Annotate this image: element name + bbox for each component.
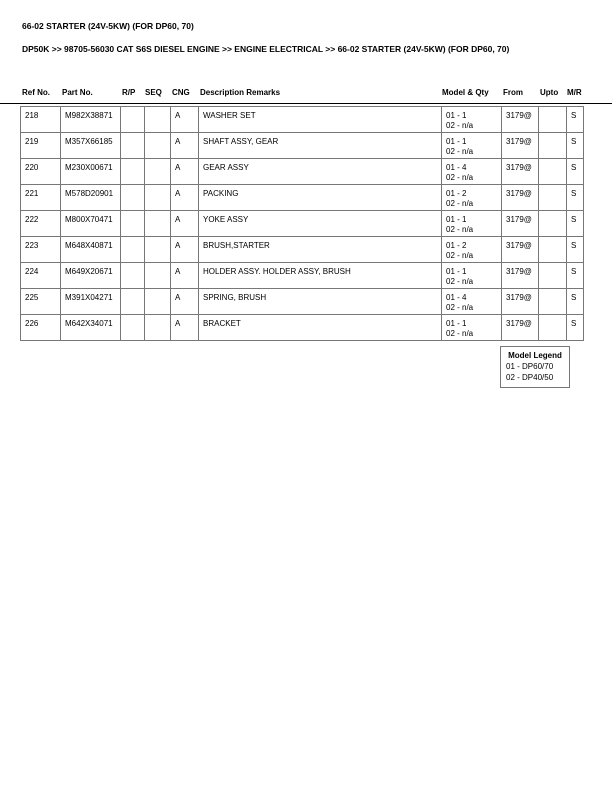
from-cell: 3179@ bbox=[502, 263, 539, 289]
header-rule bbox=[0, 103, 612, 104]
model-qty-cell bbox=[442, 211, 502, 237]
rp-cell bbox=[121, 289, 145, 315]
table-row bbox=[21, 263, 584, 289]
model-qty-line: 02 - n/a bbox=[446, 251, 474, 260]
from-cell: 3179@ bbox=[502, 315, 539, 341]
rp-cell bbox=[121, 107, 145, 133]
cng-cell: A bbox=[171, 289, 199, 315]
legend-item: 01 - DP60/70 bbox=[506, 362, 554, 371]
part-no-cell: M230X00671 bbox=[61, 159, 121, 185]
rp-cell bbox=[121, 315, 145, 341]
seq-cell bbox=[145, 211, 171, 237]
cng-cell: A bbox=[171, 211, 199, 237]
cng-cell: A bbox=[171, 185, 199, 211]
seq-cell bbox=[145, 237, 171, 263]
model-qty-line: 02 - n/a bbox=[446, 147, 474, 156]
model-qty-line: 01 - 1 bbox=[446, 111, 467, 120]
model-qty-cell bbox=[442, 133, 502, 159]
description-cell: WASHER SET bbox=[199, 107, 442, 133]
header-model: Model & Qty bbox=[442, 88, 489, 97]
seq-cell bbox=[145, 133, 171, 159]
model-qty-line: 02 - n/a bbox=[446, 173, 474, 182]
from-cell: 3179@ bbox=[502, 133, 539, 159]
upto-cell bbox=[539, 263, 567, 289]
part-no-cell: M982X38871 bbox=[61, 107, 121, 133]
header-from: From bbox=[503, 88, 523, 97]
seq-cell bbox=[145, 289, 171, 315]
ref-cell: 222 bbox=[21, 211, 61, 237]
seq-cell bbox=[145, 107, 171, 133]
part-no-cell: M800X70471 bbox=[61, 211, 121, 237]
description-cell: PACKING bbox=[199, 185, 442, 211]
description-cell: SHAFT ASSY, GEAR bbox=[199, 133, 442, 159]
ref-cell: 219 bbox=[21, 133, 61, 159]
header-desc: Description Remarks bbox=[200, 88, 281, 97]
seq-cell bbox=[145, 263, 171, 289]
breadcrumb: DP50K >> 98705-56030 CAT S6S DIESEL ENGINE >> ENGINE ELECTRICAL >> 66-02 STARTER (24V-5KW) (FOR DP60, 70) bbox=[22, 44, 510, 54]
model-qty-cell bbox=[442, 107, 502, 133]
upto-cell bbox=[539, 315, 567, 341]
table-row bbox=[21, 237, 584, 263]
table-row bbox=[21, 315, 584, 341]
from-cell: 3179@ bbox=[502, 107, 539, 133]
model-qty-line: 02 - n/a bbox=[446, 329, 474, 338]
model-qty-cell bbox=[442, 185, 502, 211]
from-cell: 3179@ bbox=[502, 159, 539, 185]
from-cell: 3179@ bbox=[502, 237, 539, 263]
table-row bbox=[21, 289, 584, 315]
rp-cell bbox=[121, 159, 145, 185]
header-rp: R/P bbox=[122, 88, 136, 97]
rp-cell bbox=[121, 185, 145, 211]
ref-cell: 223 bbox=[21, 237, 61, 263]
description-cell: GEAR ASSY bbox=[199, 159, 442, 185]
legend-title: Model Legend bbox=[508, 351, 562, 360]
model-qty-line: 02 - n/a bbox=[446, 121, 474, 130]
mr-cell: S bbox=[567, 315, 584, 341]
model-qty-cell bbox=[442, 263, 502, 289]
cng-cell: A bbox=[171, 237, 199, 263]
table-row bbox=[21, 185, 584, 211]
rp-cell bbox=[121, 237, 145, 263]
header-upto: Upto bbox=[540, 88, 559, 97]
table-row bbox=[21, 159, 584, 185]
model-qty-line: 01 - 1 bbox=[446, 319, 467, 328]
upto-cell bbox=[539, 133, 567, 159]
mr-cell: S bbox=[567, 237, 584, 263]
description-cell: BRUSH,STARTER bbox=[199, 237, 442, 263]
header-cng: CNG bbox=[172, 88, 190, 97]
from-cell: 3179@ bbox=[502, 185, 539, 211]
description-cell: HOLDER ASSY. HOLDER ASSY, BRUSH bbox=[199, 263, 442, 289]
header-part: Part No. bbox=[62, 88, 93, 97]
mr-cell: S bbox=[567, 107, 584, 133]
model-qty-line: 02 - n/a bbox=[446, 303, 474, 312]
part-no-cell: M391X04271 bbox=[61, 289, 121, 315]
page-title: 66-02 STARTER (24V-5KW) (FOR DP60, 70) bbox=[22, 21, 194, 31]
model-qty-line: 01 - 2 bbox=[446, 241, 467, 250]
model-qty-line: 01 - 1 bbox=[446, 215, 467, 224]
model-qty-line: 02 - n/a bbox=[446, 199, 474, 208]
model-qty-line: 02 - n/a bbox=[446, 225, 474, 234]
cng-cell: A bbox=[171, 315, 199, 341]
parts-table bbox=[20, 106, 584, 341]
mr-cell: S bbox=[567, 133, 584, 159]
table-row bbox=[21, 211, 584, 237]
model-qty-line: 01 - 1 bbox=[446, 137, 467, 146]
seq-cell bbox=[145, 315, 171, 341]
part-no-cell: M648X40871 bbox=[61, 237, 121, 263]
table-row bbox=[21, 107, 584, 133]
model-qty-line: 01 - 4 bbox=[446, 163, 467, 172]
legend-item: 02 - DP40/50 bbox=[506, 373, 554, 382]
mr-cell: S bbox=[567, 263, 584, 289]
upto-cell bbox=[539, 237, 567, 263]
upto-cell bbox=[539, 107, 567, 133]
model-legend bbox=[500, 346, 570, 388]
table-row bbox=[21, 133, 584, 159]
part-no-cell: M578D20901 bbox=[61, 185, 121, 211]
mr-cell: S bbox=[567, 159, 584, 185]
ref-cell: 220 bbox=[21, 159, 61, 185]
seq-cell bbox=[145, 159, 171, 185]
ref-cell: 224 bbox=[21, 263, 61, 289]
model-qty-line: 01 - 4 bbox=[446, 293, 467, 302]
part-no-cell: M649X20671 bbox=[61, 263, 121, 289]
model-qty-line: 01 - 2 bbox=[446, 189, 467, 198]
mr-cell: S bbox=[567, 211, 584, 237]
cng-cell: A bbox=[171, 159, 199, 185]
from-cell: 3179@ bbox=[502, 211, 539, 237]
part-no-cell: M642X34071 bbox=[61, 315, 121, 341]
upto-cell bbox=[539, 185, 567, 211]
rp-cell bbox=[121, 211, 145, 237]
rp-cell bbox=[121, 263, 145, 289]
model-qty-cell bbox=[442, 159, 502, 185]
mr-cell: S bbox=[567, 289, 584, 315]
description-cell: BRACKET bbox=[199, 315, 442, 341]
description-cell: SPRING, BRUSH bbox=[199, 289, 442, 315]
part-no-cell: M357X66185 bbox=[61, 133, 121, 159]
cng-cell: A bbox=[171, 263, 199, 289]
seq-cell bbox=[145, 185, 171, 211]
model-qty-cell bbox=[442, 315, 502, 341]
cng-cell: A bbox=[171, 107, 199, 133]
upto-cell bbox=[539, 159, 567, 185]
model-qty-cell bbox=[442, 237, 502, 263]
model-qty-cell bbox=[442, 289, 502, 315]
description-cell: YOKE ASSY bbox=[199, 211, 442, 237]
mr-cell: S bbox=[567, 185, 584, 211]
header-mr: M/R bbox=[567, 88, 582, 97]
from-cell: 3179@ bbox=[502, 289, 539, 315]
model-qty-line: 02 - n/a bbox=[446, 277, 474, 286]
ref-cell: 218 bbox=[21, 107, 61, 133]
header-seq: SEQ bbox=[145, 88, 162, 97]
model-qty-line: 01 - 1 bbox=[446, 267, 467, 276]
upto-cell bbox=[539, 211, 567, 237]
cng-cell: A bbox=[171, 133, 199, 159]
ref-cell: 221 bbox=[21, 185, 61, 211]
header-ref: Ref No. bbox=[22, 88, 50, 97]
upto-cell bbox=[539, 289, 567, 315]
ref-cell: 225 bbox=[21, 289, 61, 315]
ref-cell: 226 bbox=[21, 315, 61, 341]
rp-cell bbox=[121, 133, 145, 159]
